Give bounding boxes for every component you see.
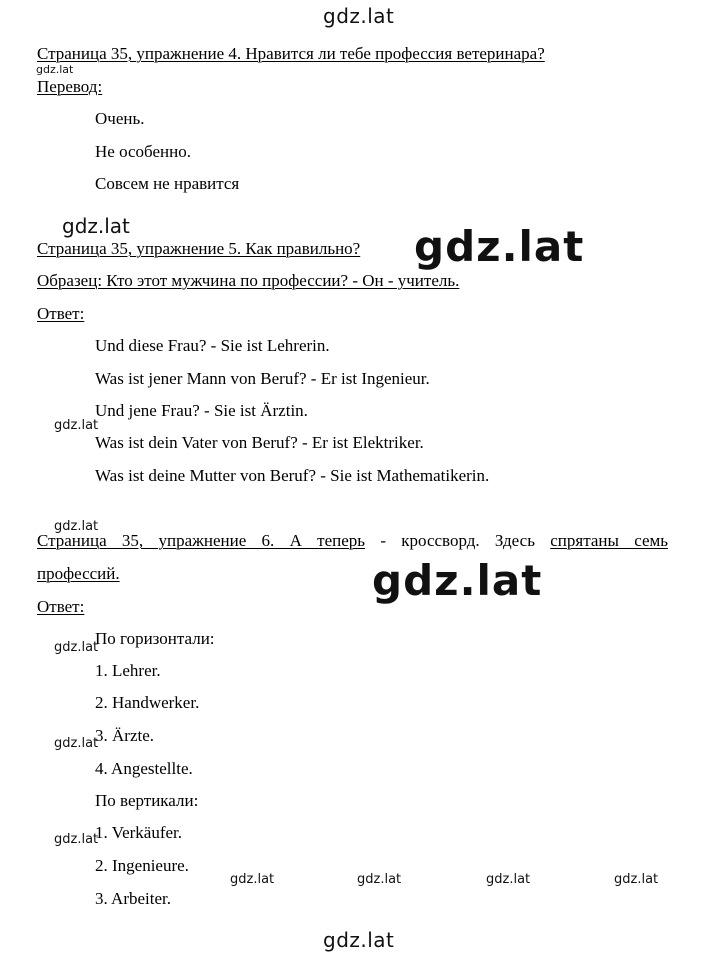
exercise-5-line: Was ist deine Mutter von Beruf? - Sie ist Mathematikerin. — [95, 466, 490, 485]
exercise-6-heading-part2: спрятаны семь — [550, 531, 669, 550]
watermark: gdz.lat — [54, 640, 99, 655]
horizontal-label: По горизонтали: — [95, 629, 215, 648]
exercise-4-line: Совсем не нравится — [95, 174, 240, 193]
crossword-answer: 4. Angestellte. — [95, 759, 193, 778]
exercise-5-sample: Образец: Кто этот мужчина по профессии? - Он - учитель. — [37, 271, 460, 290]
watermark: gdz.lat — [36, 63, 74, 76]
exercise-4-line: Не особенно. — [95, 142, 191, 161]
exercise-6-heading-line2: профессий. — [37, 564, 120, 583]
exercise-6-label: Ответ: — [37, 597, 85, 616]
exercise-5-line: Was ist dein Vater von Beruf? - Er ist Elektriker. — [95, 433, 424, 452]
exercise-5-line: Und jene Frau? - Sie ist Ärztin. — [95, 401, 308, 420]
exercise-4-line: Очень. — [95, 109, 145, 128]
watermark: gdz.lat — [62, 214, 130, 238]
exercise-5-line: Was ist jener Mann von Beruf? - Er ist Ingenieur. — [95, 369, 430, 388]
watermark-large: gdz.lat — [372, 556, 543, 605]
crossword-answer: 2. Handwerker. — [95, 693, 200, 712]
exercise-5-line: Und diese Frau? - Sie ist Lehrerin. — [95, 336, 330, 355]
exercise-5-label: Ответ: — [37, 304, 85, 323]
exercise-4-heading: Страница 35, упражнение 4. Нравится ли тебе профессия ветеринара? — [37, 44, 545, 63]
crossword-answer: 3. Ärzte. — [95, 726, 155, 745]
crossword-answer: 2. Ingenieure. — [95, 856, 189, 875]
watermark: gdz.lat — [230, 872, 275, 887]
watermark-top: gdz.lat — [323, 4, 395, 28]
crossword-answer: 1. Lehrer. — [95, 661, 161, 680]
watermark-large: gdz.lat — [414, 222, 585, 271]
exercise-4-label: Перевод: — [37, 77, 103, 96]
watermark: gdz.lat — [614, 872, 659, 887]
watermark: gdz.lat — [54, 832, 99, 847]
watermark: gdz.lat — [357, 872, 402, 887]
crossword-answer: 1. Verkäufer. — [95, 823, 183, 842]
exercise-6-heading-part1: Страница 35, упражнение 6. А теперь — [37, 531, 366, 550]
watermark: gdz.lat — [54, 418, 99, 433]
watermark: gdz.lat — [486, 872, 531, 887]
exercise-5-heading: Страница 35, упражнение 5. Как правильно? — [37, 239, 361, 258]
vertical-label: По вертикали: — [95, 791, 199, 810]
crossword-answer: 3. Arbeiter. — [95, 889, 172, 908]
exercise-6-heading-dash: - кроссворд. Здесь — [380, 531, 535, 550]
watermark-bottom: gdz.lat — [323, 928, 395, 952]
exercise-6-heading — [37, 531, 668, 551]
watermark: gdz.lat — [54, 736, 99, 751]
watermark: gdz.lat — [54, 519, 99, 534]
